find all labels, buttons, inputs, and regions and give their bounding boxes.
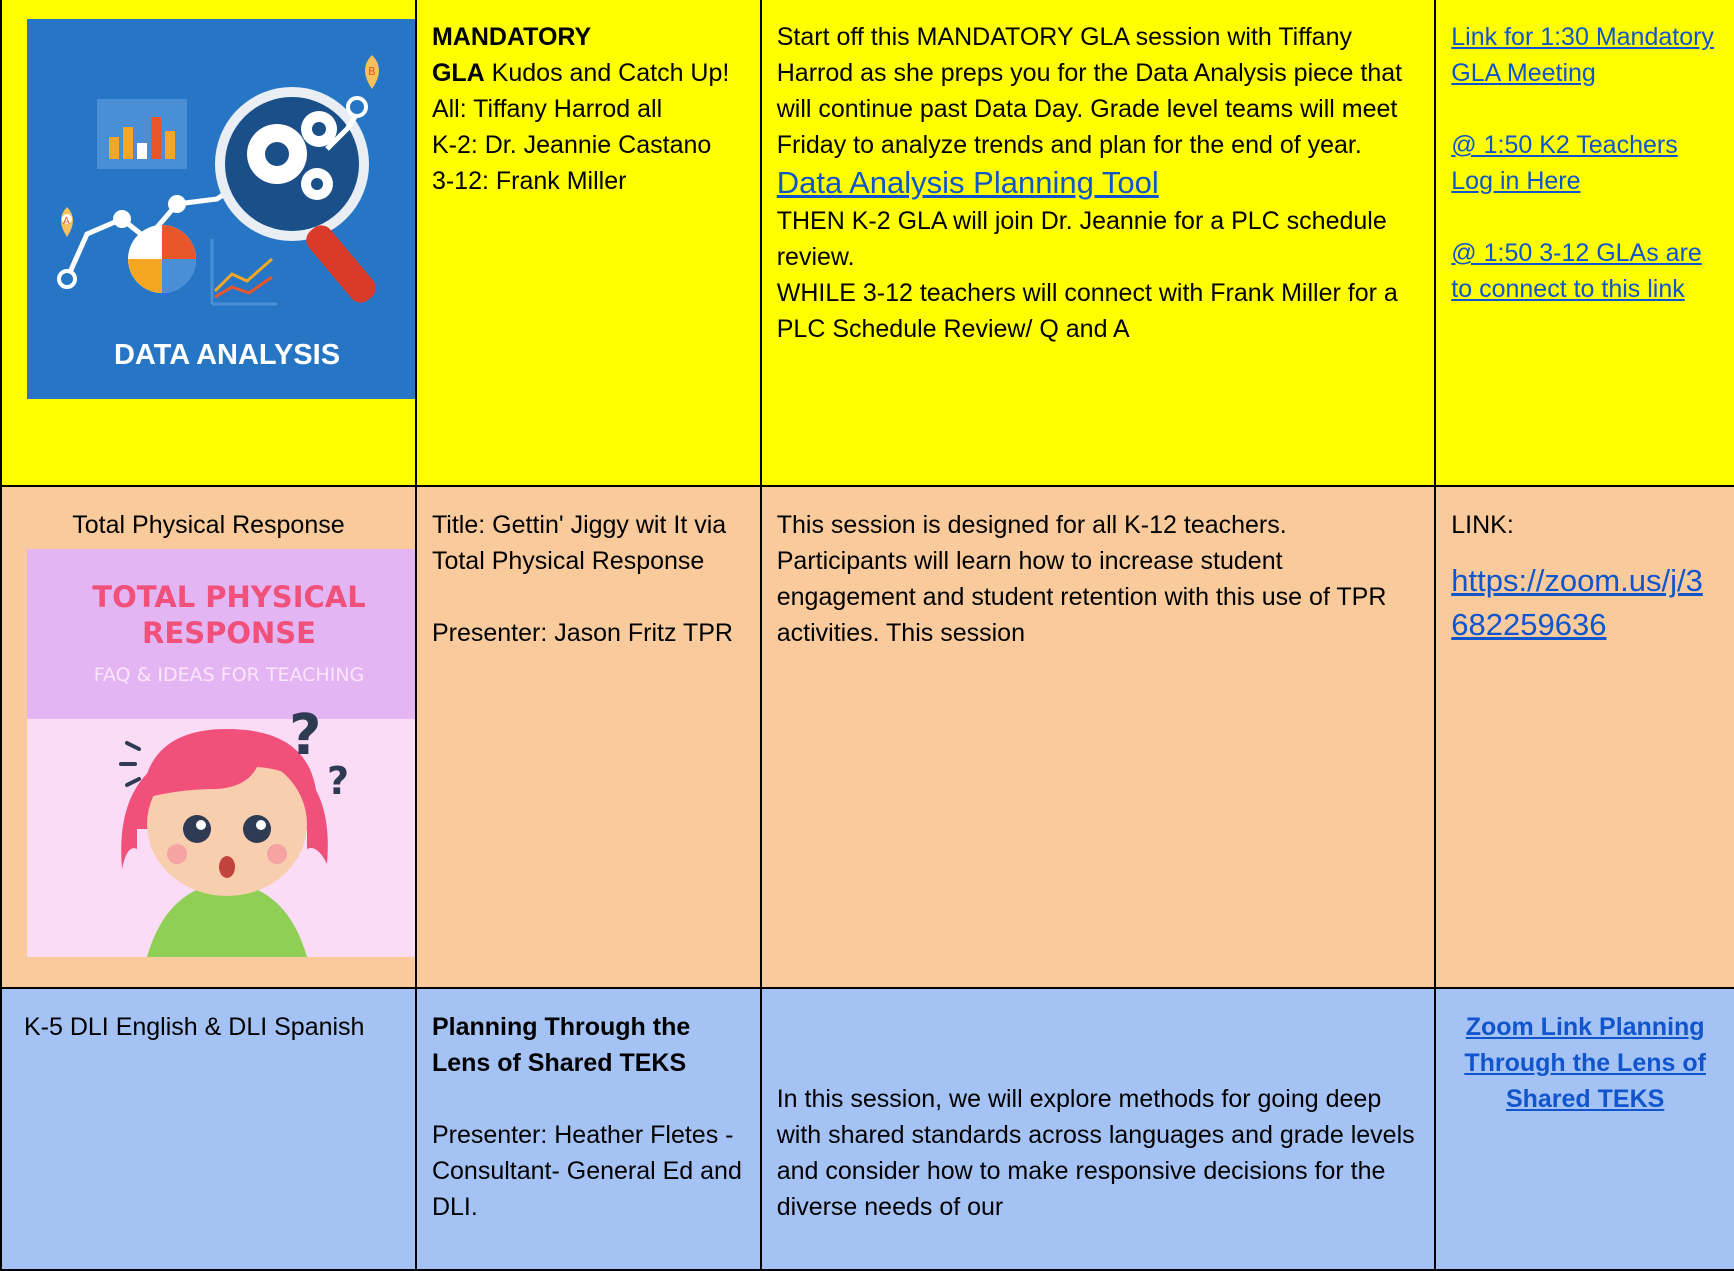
session-description-cell <box>761 486 1436 988</box>
link-label: LINK: <box>1451 511 1514 539</box>
audience-k2: K-2: Dr. Jeannie Castano <box>431 131 712 159</box>
title-mandatory: MANDATORY <box>431 23 592 51</box>
data-analysis-planning-tool-link[interactable]: Data Analysis Planning Tool <box>776 165 1159 200</box>
tpr-subtitle: FAQ & IDEAS FOR TEACHING <box>93 664 365 686</box>
svg-text:A: A <box>63 216 70 227</box>
description-text: In this session, we will explore methods for going deep with shared standards across languages and grade levels and consider how to make responsive decisions for the diverse needs of our <box>776 1085 1415 1221</box>
description-3-12: WHILE 3-12 teachers will connect with Frank Miller for a PLC Schedule Review/ Q and A <box>776 279 1398 343</box>
session-row-tpr <box>1 486 1734 988</box>
session-image-cell <box>1 988 416 1270</box>
audience-3-12: 3-12: Frank Miller <box>431 167 627 195</box>
session-link-cell <box>1435 0 1734 486</box>
session-description-cell <box>761 0 1436 486</box>
pie-chart-icon <box>128 225 196 293</box>
title-rest: Kudos and Catch Up! <box>484 59 730 87</box>
session-image-cell <box>1 0 416 486</box>
session-link-cell <box>1435 988 1734 1270</box>
svg-text:B: B <box>368 65 376 78</box>
title-gla: GLA <box>431 59 485 87</box>
session-title-cell <box>416 486 761 988</box>
3-12-glas-link[interactable]: @ 1:50 3-12 GLAs are to connect to this link <box>1451 239 1702 303</box>
description-text: Start off this MANDATORY GLA session with Tiffany Harrod as she preps you for the Data Analysis piece that will continue past Data Day. Grade level teams will meet Friday to analyze trends and plan for the end of year. <box>776 23 1403 159</box>
session-row-dli <box>1 988 1734 1270</box>
session-image-cell <box>1 486 416 988</box>
session-title: Title: Gettin' Jiggy wit It via Total Physical Response <box>431 511 727 575</box>
audience-all: All: Tiffany Harrod all <box>431 95 663 123</box>
data-analysis-image <box>27 19 416 399</box>
image-caption: DATA ANALYSIS <box>113 339 341 371</box>
session-category-label: K-5 DLI English & DLI Spanish <box>24 1013 365 1041</box>
bar-chart-icon <box>97 99 187 169</box>
session-description-cell <box>761 988 1436 1270</box>
session-link-cell <box>1435 486 1734 988</box>
description-k2: THEN K-2 GLA will join Dr. Jeannie for a PLC schedule review. <box>776 207 1387 271</box>
tpr-title-line1: TOTAL PHYSICAL <box>92 580 366 614</box>
session-title: Planning Through the Lens of Shared TEKS <box>431 1013 691 1077</box>
tpr-image <box>27 549 416 957</box>
session-presenter: Presenter: Jason Fritz TPR <box>431 619 733 647</box>
k2-teachers-link[interactable]: @ 1:50 K2 Teachers Log in Here <box>1451 131 1678 195</box>
description-text: This session is designed for all K-12 teachers. Participants will learn how to increase student engagement and student retention with this use of TPR activities. This session <box>776 511 1387 647</box>
svg-text:?: ? <box>289 703 322 768</box>
tpr-title-line2: RESPONSE <box>142 616 316 650</box>
session-title-cell <box>416 0 761 486</box>
zoom-link-planning-teks[interactable]: Zoom Link Planning Through the Lens of Shared TEKS <box>1464 1013 1706 1113</box>
session-category-label: Total Physical Response <box>72 511 345 539</box>
zoom-link[interactable]: https://zoom.us/j/3682259636 <box>1451 563 1703 642</box>
svg-text:?: ? <box>327 759 350 803</box>
session-presenter: Presenter: Heather Fletes - Consultant- General Ed and DLI. <box>431 1121 742 1221</box>
session-title-cell <box>416 988 761 1270</box>
mandatory-gla-meeting-link[interactable]: Link for 1:30 Mandatory GLA Meeting <box>1451 23 1714 87</box>
session-row-data-analysis <box>1 0 1734 486</box>
